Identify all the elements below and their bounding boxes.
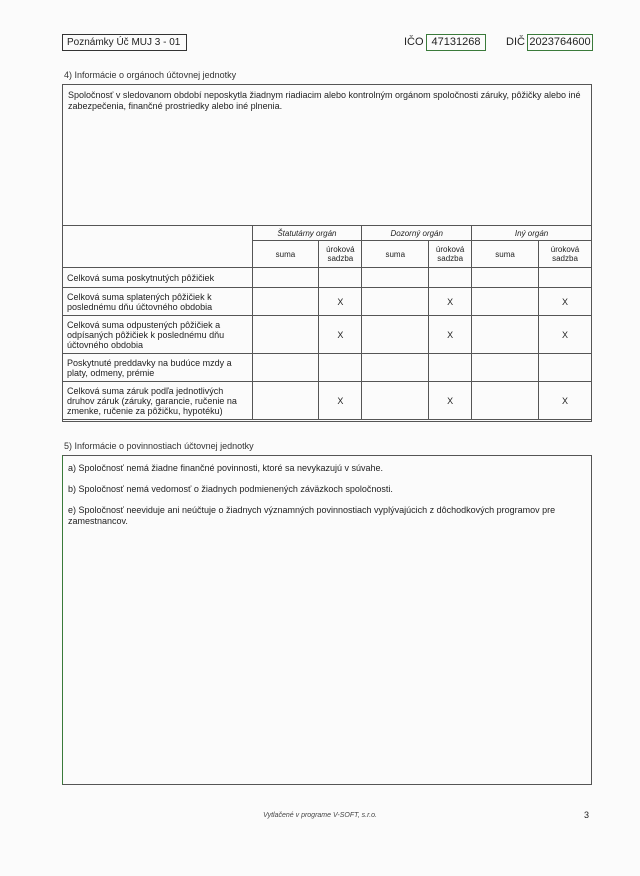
subhead-rate: úroková sadzba [538, 241, 591, 268]
cell [538, 354, 591, 382]
cell: X [429, 382, 472, 420]
page-number: 3 [584, 810, 590, 820]
cell [472, 354, 539, 382]
table-corner [63, 226, 253, 268]
cell [252, 382, 319, 420]
table-row [63, 288, 592, 316]
cell: X [429, 288, 472, 316]
form-title: Poznámky Úč MUJ 3 - 01 [62, 34, 187, 51]
cell [472, 382, 539, 420]
cell [252, 354, 319, 382]
section5-paragraph: e) Spoločnosť neeviduje ani neúčtuje o žiadnych významných povinnostiach vyplývajúcich z dôchodkových programov pre zamestnancov. [68, 505, 556, 526]
row-label: Celková suma záruk podľa jednotlivých druhov záruk (záruky, garancie, ručenie na zmenke, ručenie za pôžičku, hypotéku) [63, 382, 253, 420]
group-other: Iný orgán [472, 226, 592, 241]
printed-note: Vytlačené v programe V-SOFT, s.r.o. [263, 812, 377, 819]
subhead-suma: suma [362, 241, 429, 268]
table-row [63, 268, 592, 288]
cell [429, 268, 472, 288]
subhead-suma: suma [472, 241, 539, 268]
group-supervisory: Dozorný orgán [362, 226, 472, 241]
subhead-rate: úroková sadzba [429, 241, 472, 268]
organs-table [62, 225, 592, 420]
section4-heading: 4) Informácie o orgánoch účtovnej jednotky [64, 70, 237, 80]
table-row [63, 382, 592, 420]
cell: X [538, 382, 591, 420]
section5-heading: 5) Informácie o povinnostiach účtovnej jednotky [64, 441, 254, 451]
cell [362, 382, 429, 420]
cell [538, 268, 591, 288]
section5-paragraph: a) Spoločnosť nemá žiadne finančné povinnosti, ktoré sa nevykazujú v súvahe. [68, 463, 384, 473]
row-label: Poskytnuté preddavky na budúce mzdy a platy, odmeny, prémie [63, 354, 253, 382]
cell: X [319, 382, 362, 420]
ico-label: IČO [404, 36, 424, 48]
table-row [63, 316, 592, 354]
subhead-suma: suma [252, 241, 319, 268]
cell [472, 288, 539, 316]
group-statutory: Štatutárny orgán [252, 226, 362, 241]
cell [362, 316, 429, 354]
cell [252, 268, 319, 288]
cell [472, 316, 539, 354]
table-row [63, 354, 592, 382]
cell [319, 354, 362, 382]
dic-label: DIČ [506, 36, 525, 48]
cell [319, 268, 362, 288]
section4-text: Spoločnosť v sledovanom období neposkytla žiadnym riadiacim alebo kontrolným orgánom spoločnosti záruky, pôžičky alebo iné zabezpečenia, finančné prostriedky alebo iné plnenia. [68, 90, 581, 111]
cell [252, 316, 319, 354]
cell [362, 354, 429, 382]
cell: X [538, 316, 591, 354]
cell [252, 288, 319, 316]
cell [472, 268, 539, 288]
cell: X [319, 288, 362, 316]
subhead-rate: úroková sadzba [319, 241, 362, 268]
cell [362, 268, 429, 288]
section5-paragraph: b) Spoločnosť nemá vedomosť o žiadnych podmienených záväzkoch spoločnosti. [68, 484, 393, 494]
row-label: Celková suma poskytnutých pôžičiek [63, 268, 253, 288]
cell [429, 354, 472, 382]
cell [362, 288, 429, 316]
dic-value: 2023764600 [527, 34, 593, 51]
row-label: Celková suma splatených pôžičiek k poslednému dňu účtovného obdobia [63, 288, 253, 316]
cell: X [319, 316, 362, 354]
cell: X [538, 288, 591, 316]
row-label: Celková suma odpustených pôžičiek a odpísaných pôžičiek k poslednému dňu účtovného obdobia [63, 316, 253, 354]
cell: X [429, 316, 472, 354]
ico-value: 47131268 [426, 34, 486, 51]
